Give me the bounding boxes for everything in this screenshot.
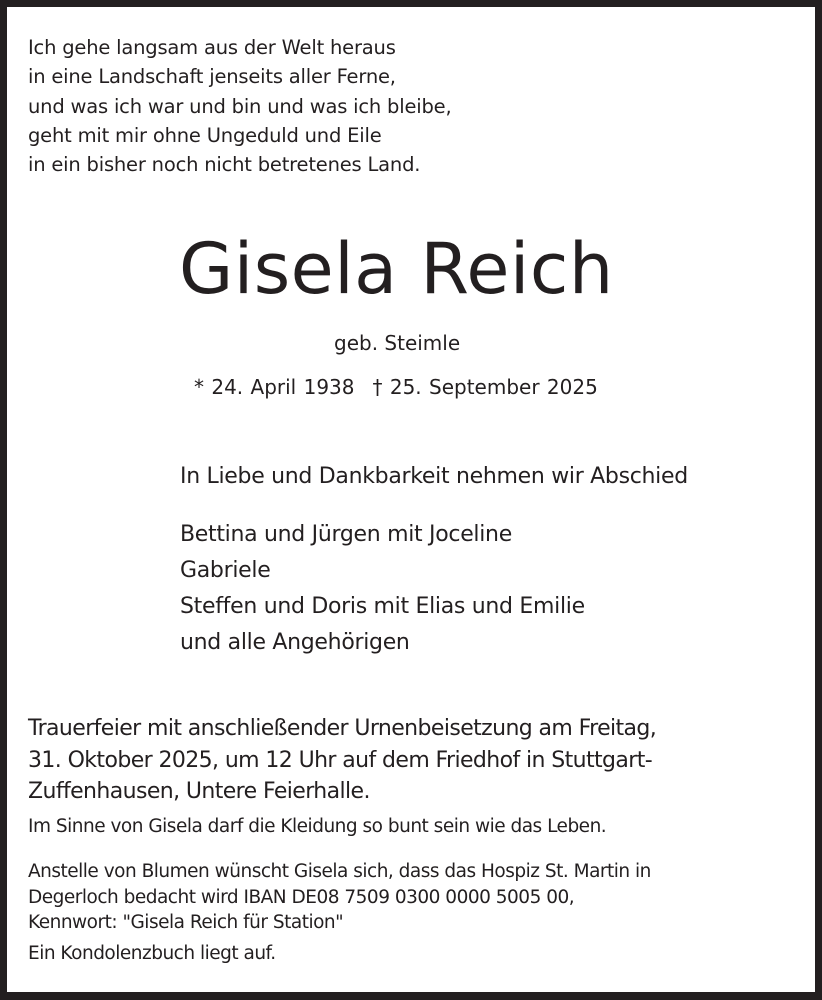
ceremony-line: 31. Oktober 2025, um 12 Uhr auf dem Friedhof in Stuttgart- bbox=[28, 747, 653, 773]
deceased-name: Gisela Reich bbox=[179, 228, 614, 310]
memorial-poem bbox=[28, 33, 451, 179]
ceremony-line: Trauerfeier mit anschließender Urnenbeisetzung am Freitag, bbox=[28, 716, 657, 741]
ceremony-info bbox=[28, 713, 656, 808]
obituary-notice bbox=[7, 7, 815, 992]
donation-line: Kennwort: "Gisela Reich für Station" bbox=[28, 912, 344, 933]
mourner-line: Bettina und Jürgen mit Joceline bbox=[180, 522, 512, 547]
farewell-line: In Liebe und Dankbarkeit nehmen wir Abschied bbox=[180, 464, 688, 489]
life-dates bbox=[194, 374, 598, 400]
mourner-line: Steffen und Doris mit Elias und Emilie bbox=[180, 594, 585, 619]
dress-code-note: Im Sinne von Gisela darf die Kleidung so bunt sein wie das Leben. bbox=[28, 816, 607, 837]
poem-line: in eine Landschaft jenseits aller Ferne, bbox=[28, 65, 396, 89]
mourners-list bbox=[180, 517, 585, 661]
death-date: † 25. September 2025 bbox=[372, 375, 598, 399]
poem-line: in ein bisher noch nicht betretenes Land. bbox=[28, 153, 421, 177]
poem-line: Ich gehe langsam aus der Welt heraus bbox=[28, 36, 396, 59]
birth-date: * 24. April 1938 bbox=[194, 375, 355, 399]
poem-line: geht mit mir ohne Ungeduld und Eile bbox=[28, 123, 382, 147]
donation-info bbox=[28, 859, 651, 936]
maiden-name: geb. Steimle bbox=[334, 331, 461, 355]
ceremony-line: Zuffenhausen, Untere Feierhalle. bbox=[28, 779, 370, 804]
condolence-book-note: Ein Kondolenzbuch liegt auf. bbox=[28, 943, 276, 964]
donation-line: Degerloch bedacht wird IBAN DE08 7509 0300 0000 5005 00, bbox=[28, 886, 575, 908]
mourner-line: Gabriele bbox=[180, 558, 271, 583]
donation-line: Anstelle von Blumen wünscht Gisela sich, dass das Hospiz St. Martin in bbox=[28, 861, 651, 882]
mourner-line: und alle Angehörigen bbox=[180, 630, 410, 655]
poem-line: und was ich war und bin und was ich bleibe, bbox=[28, 94, 452, 118]
